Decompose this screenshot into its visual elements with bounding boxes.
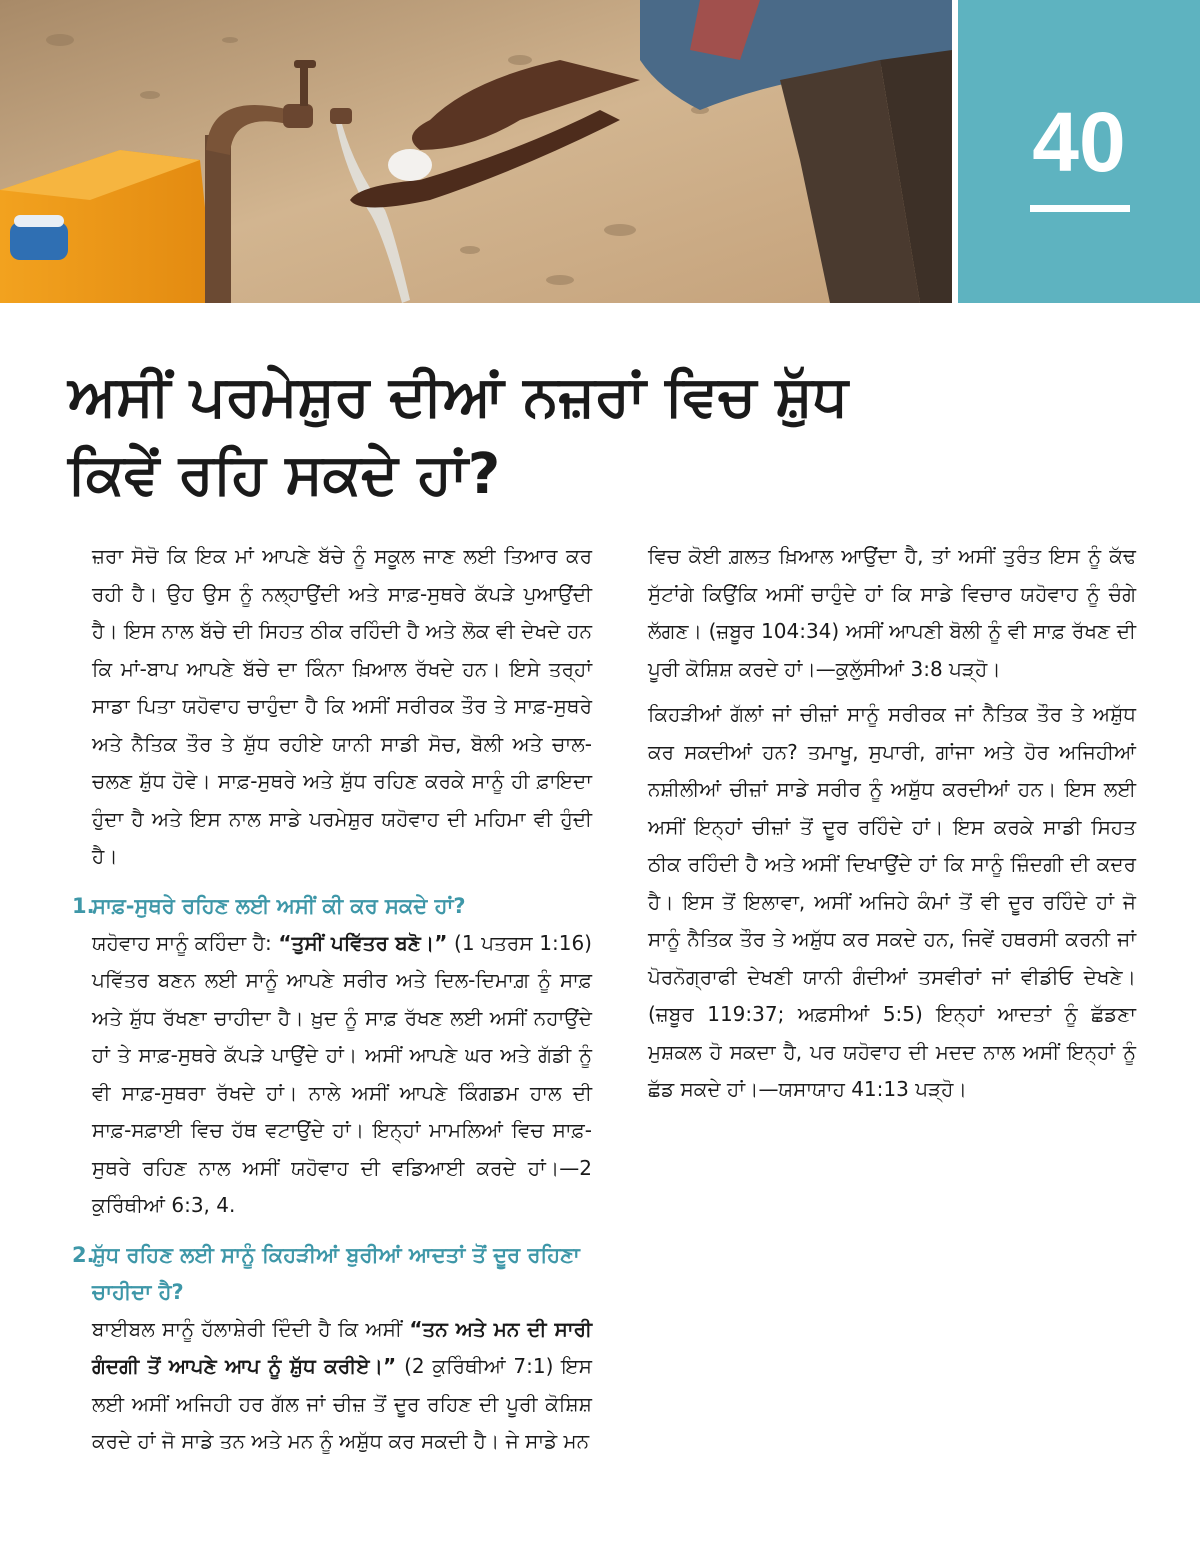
left-column: [72, 538, 593, 1461]
lesson-number-underline: [1030, 205, 1130, 212]
intro-paragraph: ਜ਼ਰਾ ਸੋਚੋ ਕਿ ਇਕ ਮਾਂ ਆਪਣੇ ਬੱਚੇ ਨੂੰ ਸਕੂਲ ਜਾਣ ਲਈ ਤਿਆਰ ਕਰ ਰਹੀ ਹੈ। ਉਹ ਉਸ ਨੂੰ ਨਲ੍ਹਾਉਂਦੀ ਅਤੇ ਸਾਫ਼-ਸੁਥਰੇ ਕੱਪੜੇ ਪੁਆਉਂਦੀ ਹੈ। ਇਸ ਨਾਲ ਬੱਚੇ ਦੀ ਸਿਹਤ ਠੀਕ ਰਹਿੰਦੀ ਹੈ ਅਤੇ ਲੋਕ ਵੀ ਦੇਖਦੇ ਹਨ ਕਿ ਮਾਂ-ਬਾਪ ਆਪਣੇ ਬੱਚੇ ਦਾ ਕਿੰਨਾ ਖ਼ਿਆਲ ਰੱਖਦੇ ਹਨ। ਇਸੇ ਤਰ੍ਹਾਂ ਸਾਡਾ ਪਿਤਾ ਯਹੋਵਾਹ ਚਾਹੁੰਦਾ ਹੈ ਕਿ ਅਸੀਂ ਸਰੀਰਕ ਤੌਰ ਤੇ ਸਾਫ਼-ਸੁਥਰੇ ਅਤੇ ਨੈਤਿਕ ਤੌਰ ਤੇ ਸ਼ੁੱਧ ਰਹੀਏ ਯਾਨੀ ਸਾਡੀ ਸੋਚ, ਬੋਲੀ ਅਤੇ ਚਾਲ-ਚਲਣ ਸ਼ੁੱਧ ਹੋਵੇ। ਸਾਫ਼-ਸੁਥਰੇ ਅਤੇ ਸ਼ੁੱਧ ਰਹਿਣ ਕਰਕੇ ਸਾਨੂੰ ਹੀ ਫ਼ਾਇਦਾ ਹੁੰਦਾ ਹੈ ਅਤੇ ਇਸ ਨਾਲ ਸਾਡੇ ਪਰਮੇਸ਼ੁਰ ਯਹੋਵਾਹ ਦੀ ਮਹਿਮਾ ਵੀ ਹੁੰਦੀ ਹੈ।: [92, 544, 592, 868]
question-2-text: ਸ਼ੁੱਧ ਰਹਿਣ ਲਈ ਸਾਨੂੰ ਕਿਹੜੀਆਂ ਬੁਰੀਆਂ ਆਦਤਾਂ ਤੋਂ ਦੂਰ ਰਹਿਣਾ ਚਾਹੀਦਾ ਹੈ?: [92, 1242, 580, 1304]
lesson-number: 40: [1032, 95, 1126, 189]
question-1-number: 1.: [72, 893, 95, 918]
handwashing-illustration: [0, 0, 952, 303]
answer-2-paragraph-continued: [648, 538, 1136, 688]
answer-2-paragraph-2: ਕਿਹੜੀਆਂ ਗੱਲਾਂ ਜਾਂ ਚੀਜ਼ਾਂ ਸਾਨੂੰ ਸਰੀਰਕ ਜਾਂ ਨੈਤਿਕ ਤੌਰ ਤੇ ਅਸ਼ੁੱਧ ਕਰ ਸਕਦੀਆਂ ਹਨ? ਤਮਾਖੂ, ਸੁਪਾਰੀ, ਗਾਂਜਾ ਅਤੇ ਹੋਰ ਅਜਿਹੀਆਂ ਨਸ਼ੀਲੀਆਂ ਚੀਜ਼ਾਂ ਸਾਡੇ ਸਰੀਰ ਨੂੰ ਅਸ਼ੁੱਧ ਕਰਦੀਆਂ ਹਨ। ਇਸ ਲਈ ਅਸੀਂ ਇਨ੍ਹਾਂ ਚੀਜ਼ਾਂ ਤੋਂ ਦੂਰ ਰਹਿੰਦੇ ਹਾਂ। ਇਸ ਕਰਕੇ ਸਾਡੀ ਸਿਹਤ ਠੀਕ ਰਹਿੰਦੀ ਹੈ ਅਤੇ ਅਸੀਂ ਦਿਖਾਉਂਦੇ ਹਾਂ ਕਿ ਸਾਨੂੰ ਜ਼ਿੰਦਗੀ ਦੀ ਕਦਰ ਹੈ। ਇਸ ਤੋਂ ਇਲਾਵਾ, ਅਸੀਂ ਅਜਿਹੇ ਕੰਮਾਂ ਤੋਂ ਵੀ ਦੂਰ ਰਹਿੰਦੇ ਹਾਂ ਜੋ ਸਾਨੂੰ ਨੈਤਿਕ ਤੌਰ ਤੇ ਅਸ਼ੁੱਧ ਕਰ ਸਕਦੇ ਹਨ, ਜਿਵੇਂ ਹਥਰਸੀ ਕਰਨੀ ਜਾਂ ਪੋਰਨੋਗ੍ਰਾਫੀ ਦੇਖਣੀ ਯਾਨੀ ਗੰਦੀਆਂ ਤਸਵੀਰਾਂ ਜਾਂ ਵੀਡੀਓ ਦੇਖਣੇ। (ਜ਼ਬੂਰ 119:37; ਅਫ਼ਸੀਆਂ 5:5) ਇਨ੍ਹਾਂ ਆਦਤਾਂ ਨੂੰ ਛੱਡਣਾ ਮੁਸ਼ਕਲ ਹੋ ਸਕਦਾ ਹੈ, ਪਰ ਯਹੋਵਾਹ ਦੀ ਮਦਦ ਨਾਲ ਅਸੀਂ ਇਨ੍ਹਾਂ ਨੂੰ ਛੱਡ ਸਕਦੇ ਹਾਂ।—ਯਸਾਯਾਹ 41:13 ਪੜ੍ਹੋ।: [648, 702, 1136, 1101]
answer-2-body: (2 ਕੁਰਿੰਥੀਆਂ 7:1) ਇਸ ਲਈ ਅਸੀਂ ਅਜਿਹੀ ਹਰ ਗੱਲ ਜਾਂ ਚੀਜ਼ ਤੋਂ ਦੂਰ ਰਹਿਣ ਦੀ ਪੂਰੀ ਕੋਸ਼ਿਸ਼ ਕਰਦੇ ਹਾਂ ਜੋ ਸਾਡੇ ਤਨ ਅਤੇ ਮਨ ਨੂੰ ਅਸ਼ੁੱਧ ਕਰ ਸਕਦੀ ਹੈ। ਜੇ ਸਾਡੇ ਮਨ: [92, 1354, 593, 1453]
hero-photo: [0, 0, 952, 303]
answer-1-paragraph: [92, 925, 592, 1225]
answer-2-body-continued: ਵਿਚ ਕੋਈ ਗ਼ਲਤ ਖ਼ਿਆਲ ਆਉਂਦਾ ਹੈ, ਤਾਂ ਅਸੀਂ ਤੁਰੰਤ ਇਸ ਨੂੰ ਕੱਢ ਸੁੱਟਾਂਗੇ ਕਿਉਂਕਿ ਅਸੀਂ ਚਾਹੁੰਦੇ ਹਾਂ ਕਿ ਸਾਡੇ ਵਿਚਾਰ ਯਹੋਵਾਹ ਨੂੰ ਚੰਗੇ ਲੱਗਣ। (ਜ਼ਬੂਰ 104:34) ਅਸੀਂ ਆਪਣੀ ਬੋਲੀ ਨੂੰ ਵੀ ਸਾਫ਼ ਰੱਖਣ ਦੀ ਪੂਰੀ ਕੋਸ਼ਿਸ਼ ਕਰਦੇ ਹਾਂ।—ਕੁਲੁੱਸੀਆਂ 3:8 ਪੜ੍ਹੋ।: [648, 544, 1136, 681]
answer-2-quote: “ਤਨ ਅਤੇ ਮਨ ਦੀ ਸਾਰੀ ਗੰਦਗੀ ਤੋਂ ਆਪਣੇ ਆਪ ਨੂੰ ਸ਼ੁੱਧ ਕਰੀਏ।”: [92, 1316, 592, 1378]
lesson-number-box: [958, 0, 1200, 303]
question-2-heading: [72, 1237, 592, 1311]
answer-1-body: (1 ਪਤਰਸ 1:16) ਪਵਿੱਤਰ ਬਣਨ ਲਈ ਸਾਨੂੰ ਆਪਣੇ ਸਰੀਰ ਅਤੇ ਦਿਲ-ਦਿਮਾਗ਼ ਨੂੰ ਸਾਫ਼ ਅਤੇ ਸ਼ੁੱਧ ਰੱਖਣਾ ਚਾਹੀਦਾ ਹੈ। ਖ਼ੁਦ ਨੂੰ ਸਾਫ਼ ਰੱਖਣ ਲਈ ਅਸੀਂ ਨਹਾਉਂਦੇ ਹਾਂ ਤੇ ਸਾਫ਼-ਸੁਥਰੇ ਕੱਪੜੇ ਪਾਉਂਦੇ ਹਾਂ। ਅਸੀਂ ਆਪਣੇ ਘਰ ਅਤੇ ਗੱਡੀ ਨੂੰ ਵੀ ਸਾਫ਼-ਸੁਥਰਾ ਰੱਖਦੇ ਹਾਂ। ਨਾਲੇ ਅਸੀਂ ਆਪਣੇ ਕਿੰਗਡਮ ਹਾਲ ਦੀ ਸਾਫ਼-ਸਫ਼ਾਈ ਵਿਚ ਹੱਥ ਵਟਾਉਂਦੇ ਹਾਂ। ਇਨ੍ਹਾਂ ਮਾਮਲਿਆਂ ਵਿਚ ਸਾਫ਼-ਸੁਥਰੇ ਰਹਿਣ ਨਾਲ ਅਸੀਂ ਯਹੋਵਾਹ ਦੀ ਵਡਿਆਈ ਕਰਦੇ ਹਾਂ।—2 ਕੁਰਿੰਥੀਆਂ 6:3, 4.: [92, 930, 592, 1217]
answer-1-lead: ਯਹੋਵਾਹ ਸਾਨੂੰ ਕਹਿੰਦਾ ਹੈ:: [92, 930, 279, 955]
question-2-number: 2.: [72, 1242, 95, 1267]
right-column: [648, 538, 1136, 1109]
page-title: [68, 358, 1068, 514]
answer-1-quote: “ਤੁਸੀਂ ਪਵਿੱਤਰ ਬਣੋ।”: [278, 930, 448, 955]
title-line-2: ਕਿਵੇਂ ਰਹਿ ਸਕਦੇ ਹਾਂ?: [68, 442, 501, 507]
answer-2-paragraph-start: [92, 1311, 592, 1461]
question-1-heading: [72, 888, 592, 925]
question-1-text: ਸਾਫ਼-ਸੁਥਰੇ ਰਹਿਣ ਲਈ ਅਸੀਂ ਕੀ ਕਰ ਸਕਦੇ ਹਾਂ?: [92, 893, 466, 918]
title-line-1: ਅਸੀਂ ਪਰਮੇਸ਼ੁਰ ਦੀਆਂ ਨਜ਼ਰਾਂ ਵਿਚ ਸ਼ੁੱਧ: [68, 364, 849, 429]
answer-2-lead: ਬਾਈਬਲ ਸਾਨੂੰ ਹੱਲਾਸ਼ੇਰੀ ਦਿੰਦੀ ਹੈ ਕਿ ਅਸੀਂ: [92, 1316, 410, 1341]
